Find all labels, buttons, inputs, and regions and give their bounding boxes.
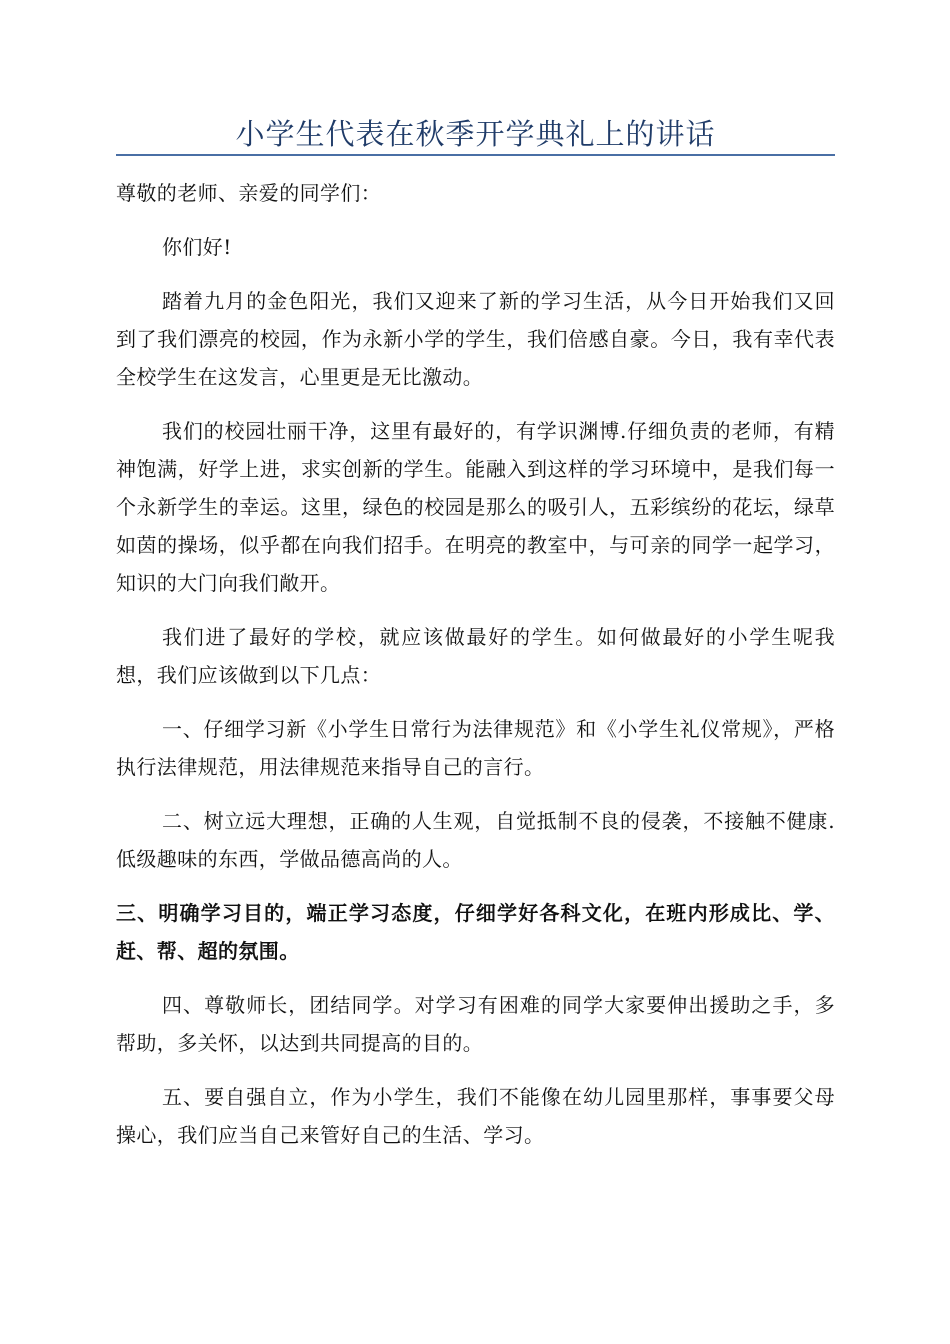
body-paragraph: 踏着九月的金色阳光，我们又迎来了新的学习生活，从今日开始我们又回到了我们漂亮的校园，作为永新小学的学生，我们倍感自豪。今日，我有幸代表全校学生在这发言，心里更是无比激动。 [116, 289, 835, 389]
greeting-paragraph: 你们好! [162, 235, 232, 259]
point-paragraph-3: 三、明确学习目的，端正学习态度，仔细学好各科文化，在班内形成比、学、赶、帮、超的氛围。 [116, 901, 835, 963]
body-paragraph: 我们的校园壮丽干净，这里有最好的，有学识渊博.仔细负责的老师，有精神饱满，好学上进，求实创新的学生。能融入到这样的学习环境中，是我们每一个永新学生的幸运。这里，绿色的校园是那么的吸引人，五彩缤纷的花坛，绿草如茵的操场，似乎都在向我们招手。在明亮的教室中，与可亲的同学一起学习，知识的大门向我们敞开。 [116, 419, 835, 595]
body-paragraph: 我们进了最好的学校，就应该做最好的学生。如何做最好的小学生呢我想，我们应该做到以下几点： [116, 625, 835, 687]
point-paragraph-1: 一、仔细学习新《小学生日常行为法律规范》和《小学生礼仪常规》，严格执行法律规范，用法律规范来指导自己的言行。 [116, 717, 835, 779]
point-paragraph-5: 五、要自强自立，作为小学生，我们不能像在幼儿园里那样，事事要父母操心，我们应当自己来管好自己的生活、学习。 [116, 1085, 835, 1147]
page-title: 小学生代表在秋季开学典礼上的讲话 [235, 117, 716, 151]
point-paragraph-4: 四、尊敬师长，团结同学。对学习有困难的同学大家要伸出援助之手，多帮助，多关怀，以达到共同提高的目的。 [116, 993, 835, 1055]
point-paragraph-2: 二、树立远大理想，正确的人生观，自觉抵制不良的侵袭，不接触不健康.低级趣味的东西，学做品德高尚的人。 [116, 809, 835, 871]
salutation-paragraph: 尊敬的老师、亲爱的同学们： [116, 181, 382, 205]
title-underline [116, 154, 835, 156]
document-body [116, 174, 835, 1170]
